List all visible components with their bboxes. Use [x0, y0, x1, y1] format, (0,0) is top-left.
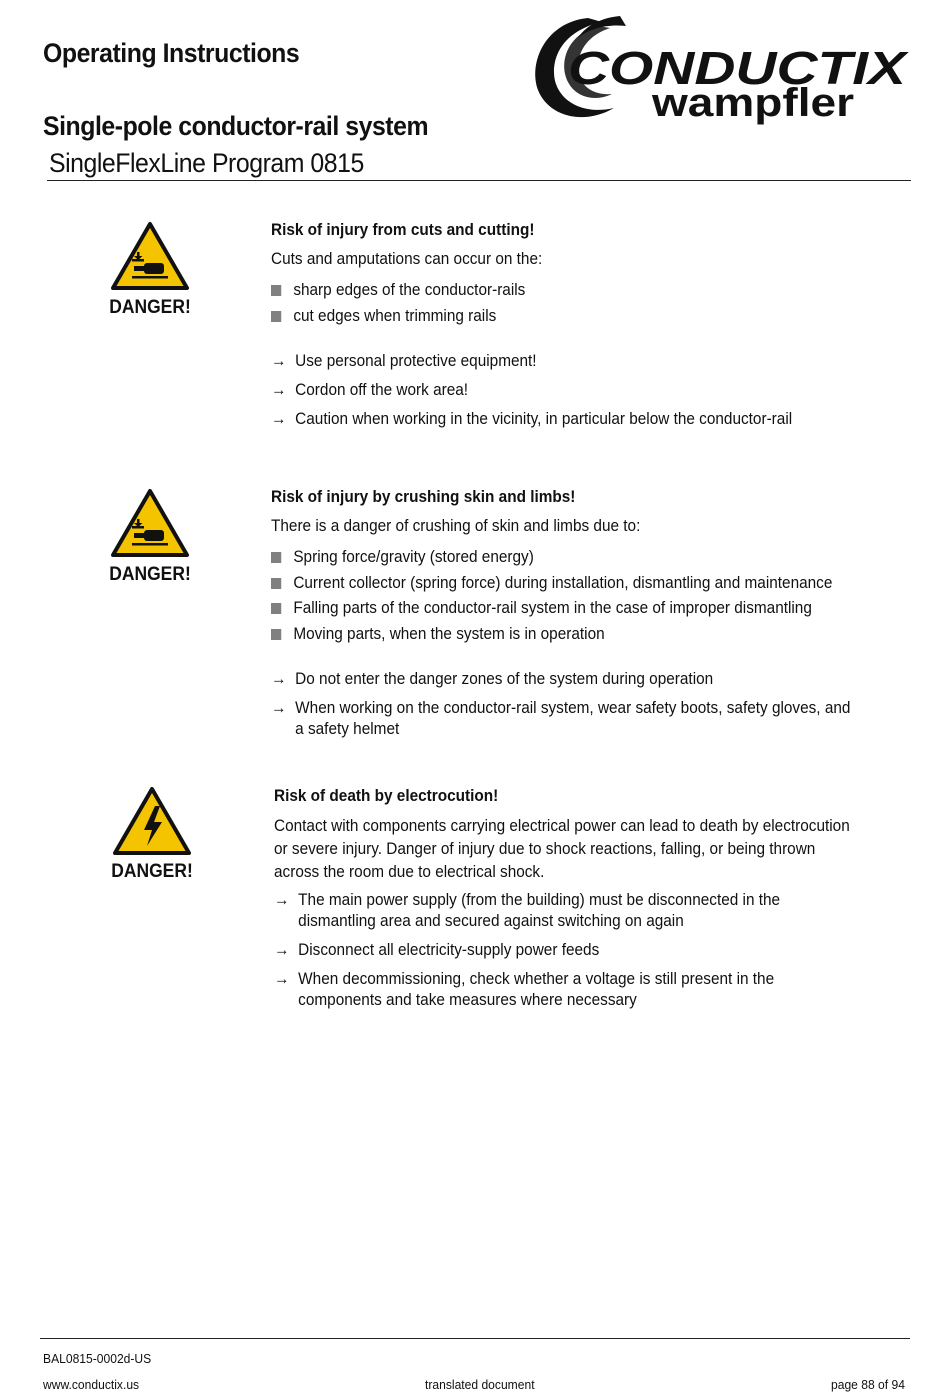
- page-number: page 88 of 94: [831, 1377, 905, 1392]
- arrow-right-icon: →: [274, 970, 290, 988]
- danger-label: DANGER!: [109, 297, 191, 318]
- arrow-right-icon: →: [271, 351, 287, 370]
- list-item: Spring force/gravity (stored energy): [271, 547, 857, 568]
- system-title: Single-pole conductor-rail system: [43, 111, 429, 141]
- arrow-right-icon: →: [271, 698, 287, 717]
- action-list: [271, 351, 857, 430]
- document-title: Operating Instructions: [43, 38, 300, 68]
- hazard-section-cuts: [271, 220, 857, 438]
- translated-note: translated document: [425, 1377, 535, 1392]
- cause-list: [271, 280, 857, 327]
- section-intro: There is a danger of crushing of skin and limbs due to:: [271, 517, 641, 535]
- section-heading: Risk of injury by crushing skin and limbs!: [271, 488, 576, 506]
- crushing-hand-warning-icon: [110, 221, 190, 291]
- list-item: → The main power supply (from the building) must be disconnected in the dismantling area and secured against switching on again: [274, 891, 781, 930]
- arrow-right-icon: →: [271, 380, 287, 399]
- action-list: [271, 669, 857, 740]
- list-item: → Disconnect all electricity-supply power feeds: [274, 941, 600, 959]
- hazard-section-crushing: [271, 487, 857, 748]
- section-heading: Risk of death by electrocution!: [274, 787, 499, 805]
- danger-label: DANGER!: [111, 861, 193, 882]
- cause-list: [271, 547, 857, 645]
- danger-label: DANGER!: [109, 564, 191, 585]
- logo-brand-text: CONDUCTIX: [568, 42, 909, 94]
- list-item: → Use personal protective equipment!: [271, 351, 537, 370]
- footer-divider: [40, 1338, 910, 1339]
- electrical-hazard-warning-icon: [112, 786, 192, 856]
- conductix-wampfler-logo: [528, 12, 912, 137]
- list-item: → Do not enter the danger zones of the system during operation: [271, 669, 714, 688]
- list-item: → When decommissioning, check whether a voltage is still present in the components and take measures where necessary: [274, 970, 775, 1009]
- arrow-right-icon: →: [274, 941, 290, 959]
- list-item: Falling parts of the conductor-rail system in the case of improper dismantling: [271, 598, 857, 619]
- list-item: → Caution when working in the vicinity, in particular below the conductor-rail: [271, 409, 793, 428]
- header-divider: [47, 180, 911, 181]
- list-item: cut edges when trimming rails: [271, 306, 857, 327]
- logo-sub-text: wampfler: [650, 81, 854, 125]
- system-subtitle: SingleFlexLine Program 0815: [49, 148, 364, 178]
- document-number: BAL0815-0002d-US: [43, 1351, 152, 1366]
- arrow-right-icon: →: [271, 669, 287, 688]
- list-item: Current collector (spring force) during installation, dismantling and maintenance: [271, 573, 857, 594]
- list-item: Moving parts, when the system is in operation: [271, 624, 857, 645]
- section-heading: Risk of injury from cuts and cutting!: [271, 221, 535, 239]
- action-list: [274, 890, 860, 1011]
- list-item: → When working on the conductor-rail system, wear safety boots, safety gloves, and a safety helmet: [271, 698, 851, 738]
- list-item: sharp edges of the conductor-rails: [271, 280, 857, 301]
- arrow-right-icon: →: [274, 891, 290, 909]
- arrow-right-icon: →: [271, 409, 287, 428]
- section-intro: Cuts and amputations can occur on the:: [271, 250, 543, 268]
- website-link[interactable]: www.conductix.us: [43, 1377, 140, 1392]
- section-intro: Contact with components carrying electrical power can lead to death by electrocution or severe injury. Danger of injury due to shock reactions, falling, or being thrown across the room due to electrical shock.: [274, 817, 850, 881]
- hazard-section-electrocution: [274, 786, 860, 1019]
- list-item: → Cordon off the work area!: [271, 380, 469, 399]
- crushing-hand-warning-icon: [110, 488, 190, 558]
